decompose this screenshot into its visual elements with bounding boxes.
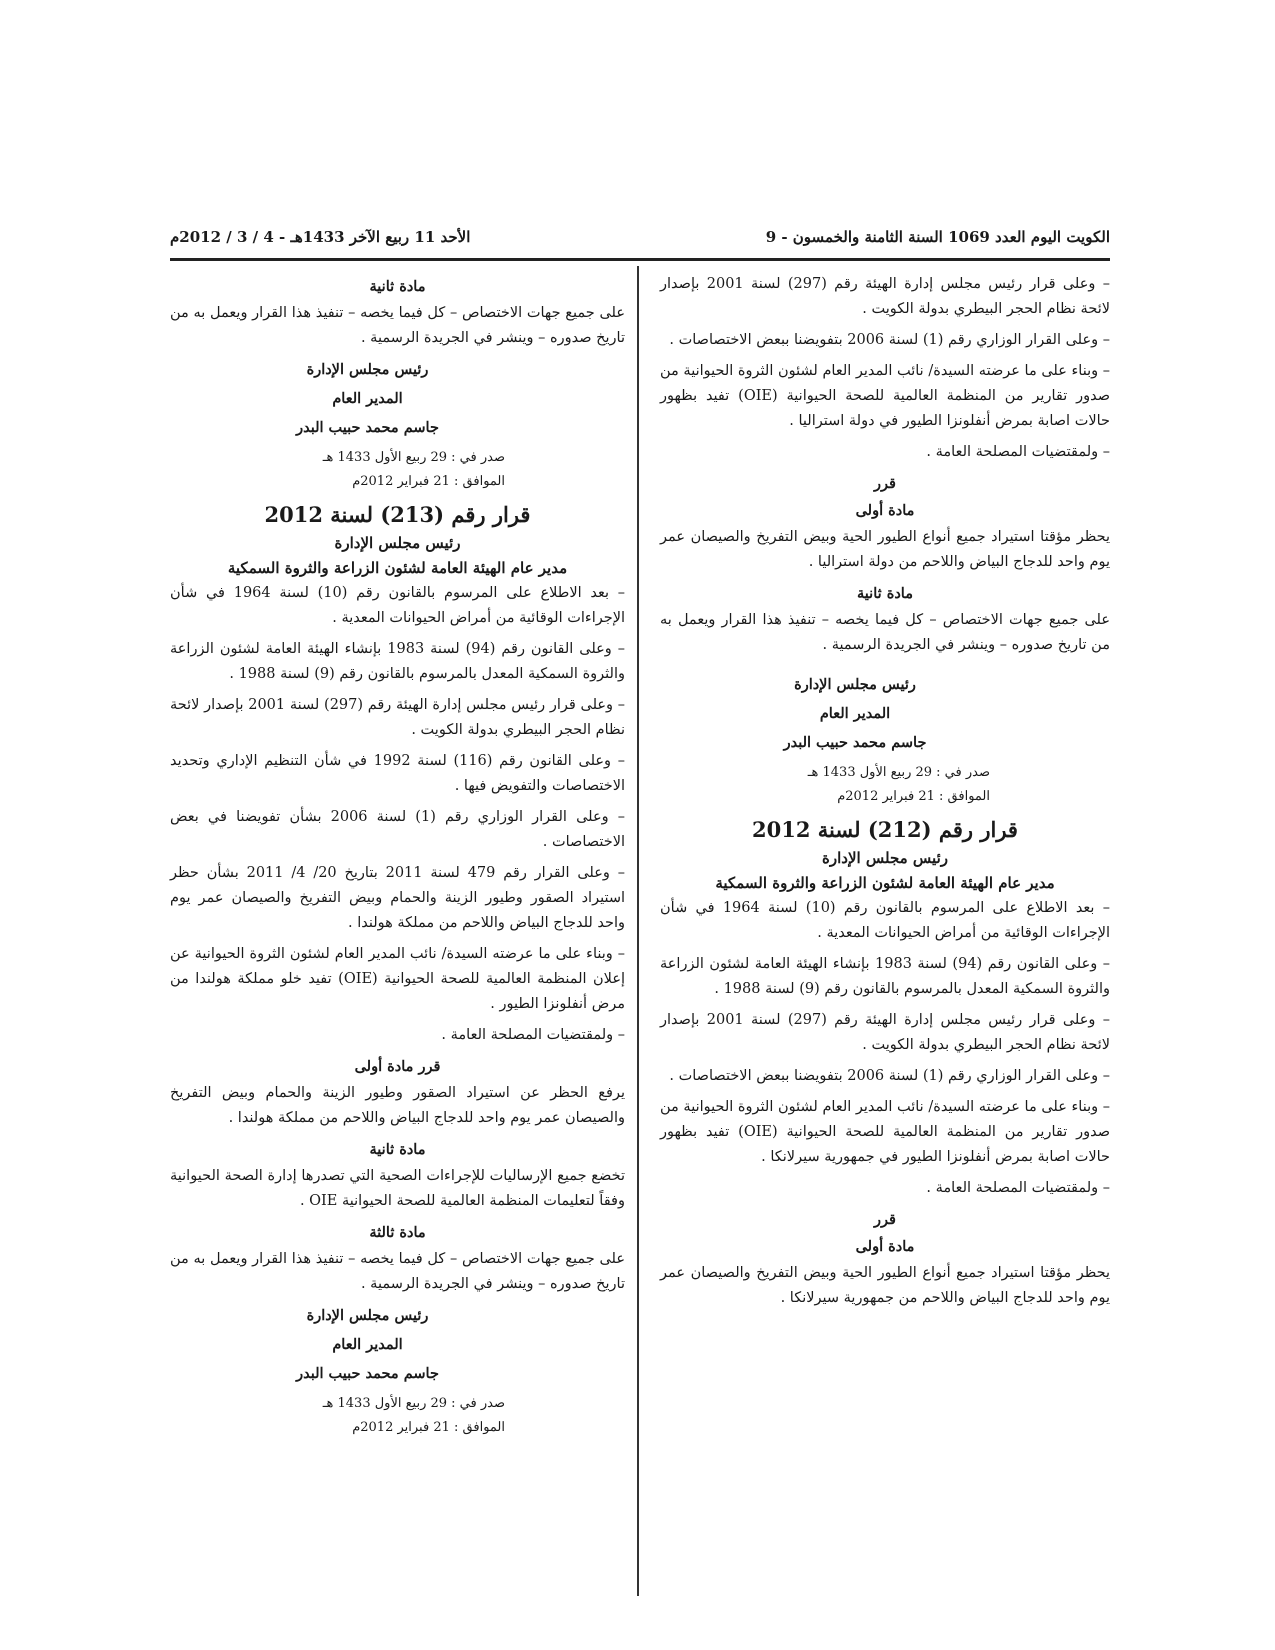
article-text: يرفع الحظر عن استيراد الصقور وطيور الزينة والحمام وبيض التفريخ والصيصان عمر يوم واحد للدجاج البياض واللاحم من مملكة هولندا . — [170, 1085, 625, 1126]
signature-name: جاسم محمد حبيب البدر — [296, 419, 439, 436]
paragraph: – وعلى القرار رقم 479 لسنة 2011 بتاريخ 20/ 4/ 2011 بشأن حظر استيراد الصقور وطيور الزينة والحمام وبيض التفريخ والصيصان عمر يوم واحد للدجاج البياض واللاحم من مملكة هولندا . — [170, 865, 625, 931]
issued-date-gregorian: الموافق : 21 فبراير 2012م — [837, 789, 990, 804]
paragraph: – وعلى قرار رئيس مجلس إدارة الهيئة رقم (297) لسنة 2001 بإصدار لائحة نظام الحجر البيطري بدولة الكويت . — [660, 1012, 1110, 1053]
paragraph: – بعد الاطلاع على المرسوم بالقانون رقم (10) لسنة 1964 في شأن الإجراءات الوقائية من أمراض الحيوانات المعدية . — [660, 900, 1110, 941]
decision-subtitle: مدير عام الهيئة العامة لشئون الزراعة والثروة السمكية — [227, 559, 568, 577]
decision-subtitle: رئيس مجلس الإدارة — [822, 849, 948, 867]
issued-date-gregorian: الموافق : 21 فبراير 2012م — [352, 1420, 505, 1435]
article-text: يحظر مؤقتا استيراد جميع أنواع الطيور الحية وبيض التفريخ والصيصان عمر يوم واحد للدجاج البياض واللاحم من دولة استراليا . — [660, 529, 1110, 570]
signature-title: المدير العام — [332, 1336, 403, 1353]
article-title: مادة ثانية — [369, 1141, 426, 1158]
article-text: يحظر مؤقتا استيراد جميع أنواع الطيور الحية وبيض التفريخ والصيصان عمر يوم واحد للدجاج البياض واللاحم من جمهورية سيرلانكا . — [660, 1265, 1110, 1306]
paragraph: – ولمقتضيات المصلحة العامة . — [926, 1180, 1110, 1196]
page-header — [170, 224, 1110, 254]
signature-block — [170, 1303, 625, 1386]
article-text: على جميع جهات الاختصاص – كل فيما يخصه – تنفيذ هذا القرار ويعمل به من تاريخ صدوره – وينشر في الجريدة الرسمية . — [170, 305, 625, 346]
article-text: على جميع جهات الاختصاص – كل فيما يخصه – تنفيذ هذا القرار ويعمل به من تاريخ صدوره – وينشر في الجريدة الرسمية . — [660, 612, 1110, 653]
header-issue-info: الكويت اليوم العدد 1069 السنة الثامنة والخمسون - 9 — [765, 228, 1110, 246]
signature-title: المدير العام — [332, 390, 403, 407]
paragraph: – وعلى القانون رقم (94) لسنة 1983 بإنشاء الهيئة العامة لشئون الزراعة والثروة السمكية المعدل بالمرسوم بالقانون رقم (9) لسنة 1988 . — [660, 956, 1110, 997]
issued-date-gregorian: الموافق : 21 فبراير 2012م — [352, 474, 505, 489]
decision-title: قرار رقم (212) لسنة 2012 — [752, 817, 1018, 842]
article-title: مادة أولى — [855, 502, 915, 519]
article-title: مادة ثانية — [857, 585, 913, 602]
header-rule — [170, 258, 1110, 261]
signature-block — [170, 357, 625, 440]
issued-date-hijri: صدر في : 29 ربيع الأول 1433 هـ — [322, 1396, 505, 1411]
column-divider — [637, 266, 639, 1596]
paragraph: – ولمقتضيات المصلحة العامة . — [926, 444, 1110, 460]
decided-heading: قرر — [874, 1211, 896, 1228]
signature-title: رئيس مجلس الإدارة — [794, 676, 916, 693]
article-title: قرر مادة أولى — [354, 1058, 441, 1075]
paragraph: – وعلى القانون رقم (116) لسنة 1992 في شأن التنظيم الإداري وتحديد الاختصاصات والتفويض فيها . — [170, 753, 625, 794]
paragraph: – وعلى القرار الوزاري رقم (1) لسنة 2006 بتفويضنا ببعض الاختصاصات . — [669, 1068, 1110, 1084]
signature-name: جاسم محمد حبيب البدر — [783, 734, 927, 751]
signature-title: رئيس مجلس الإدارة — [306, 361, 429, 378]
paragraph: – وعلى قرار رئيس مجلس إدارة الهيئة رقم (297) لسنة 2001 بإصدار لائحة نظام الحجر البيطري بدولة الكويت . — [170, 697, 625, 738]
paragraph: – بعد الاطلاع على المرسوم بالقانون رقم (10) لسنة 1964 في شأن الإجراءات الوقائية من أمراض الحيوانات المعدية . — [170, 585, 625, 626]
decision-subtitle: مدير عام الهيئة العامة لشئون الزراعة والثروة السمكية — [715, 874, 1055, 892]
left-column — [170, 272, 625, 1442]
article-title: مادة أولى — [855, 1238, 915, 1255]
signature-block — [660, 672, 1110, 755]
paragraph: – وبناء على ما عرضته السيدة/ نائب المدير العام لشئون الثروة الحيوانية من صدور تقارير من المنظمة العالمية للصحة الحيوانية (OIE) تفيد بظهور حالات اصابة بمرض أنفلونزا الطيور في دولة استراليا . — [660, 363, 1111, 429]
signature-title: المدير العام — [819, 705, 891, 722]
paragraph: – وعلى القرار الوزاري رقم (1) لسنة 2006 بتفويضنا ببعض الاختصاصات . — [669, 332, 1110, 348]
paragraph: – وبناء على ما عرضته السيدة/ نائب المدير العام لشئون الثروة الحيوانية من صدور تقارير من المنظمة العالمية للصحة الحيوانية (OIE) تفيد بظهور حالات اصابة بمرض أنفلونزا الطيور في جمهورية سيرلانكا . — [660, 1099, 1111, 1165]
article-text: على جميع جهات الاختصاص – كل فيما يخصه – تنفيذ هذا القرار ويعمل به من تاريخ صدوره – وينشر في الجريدة الرسمية . — [170, 1251, 625, 1292]
paragraph: – وبناء على ما عرضته السيدة/ نائب المدير العام لشئون الثروة الحيوانية عن إعلان المنظمة العالمية للصحة الحيوانية (OIE) تفيد خلو مملكة هولندا من مرض أنفلونزا الطيور . — [170, 946, 625, 1012]
paragraph: – وعلى قرار رئيس مجلس إدارة الهيئة رقم (297) لسنة 2001 بإصدار لائحة نظام الحجر البيطري بدولة الكويت . — [660, 276, 1110, 317]
paragraph: – وعلى القرار الوزاري رقم (1) لسنة 2006 بشأن تفويضنا في بعض الاختصاصات . — [170, 809, 625, 850]
right-column — [660, 272, 1110, 1317]
paragraph: – وعلى القانون رقم (94) لسنة 1983 بإنشاء الهيئة العامة لشئون الزراعة والثروة السمكية المعدل بالمرسوم بالقانون رقم (9) لسنة 1988 . — [170, 641, 625, 682]
article-title: مادة ثانية — [369, 278, 426, 295]
header-date: الأحد 11 ربيع الآخر 1433هـ - 4 / 3 / 2012م — [170, 228, 471, 246]
paragraph: – ولمقتضيات المصلحة العامة . — [441, 1027, 625, 1043]
decided-heading: قرر — [874, 475, 896, 492]
signature-name: جاسم محمد حبيب البدر — [296, 1365, 439, 1382]
signature-title: رئيس مجلس الإدارة — [306, 1307, 429, 1324]
issued-date-hijri: صدر في : 29 ربيع الأول 1433 هـ — [807, 765, 990, 780]
article-text: تخضع جميع الإرساليات للإجراءات الصحية التي تصدرها إدارة الصحة الحيوانية وفقاً لتعليمات المنظمة العالمية للصحة الحيوانية OIE . — [170, 1168, 625, 1209]
decision-title: قرار رقم (213) لسنة 2012 — [264, 502, 531, 527]
issued-date-hijri: صدر في : 29 ربيع الأول 1433 هـ — [322, 450, 505, 465]
article-title: مادة ثالثة — [369, 1224, 426, 1241]
decision-subtitle: رئيس مجلس الإدارة — [334, 534, 461, 552]
